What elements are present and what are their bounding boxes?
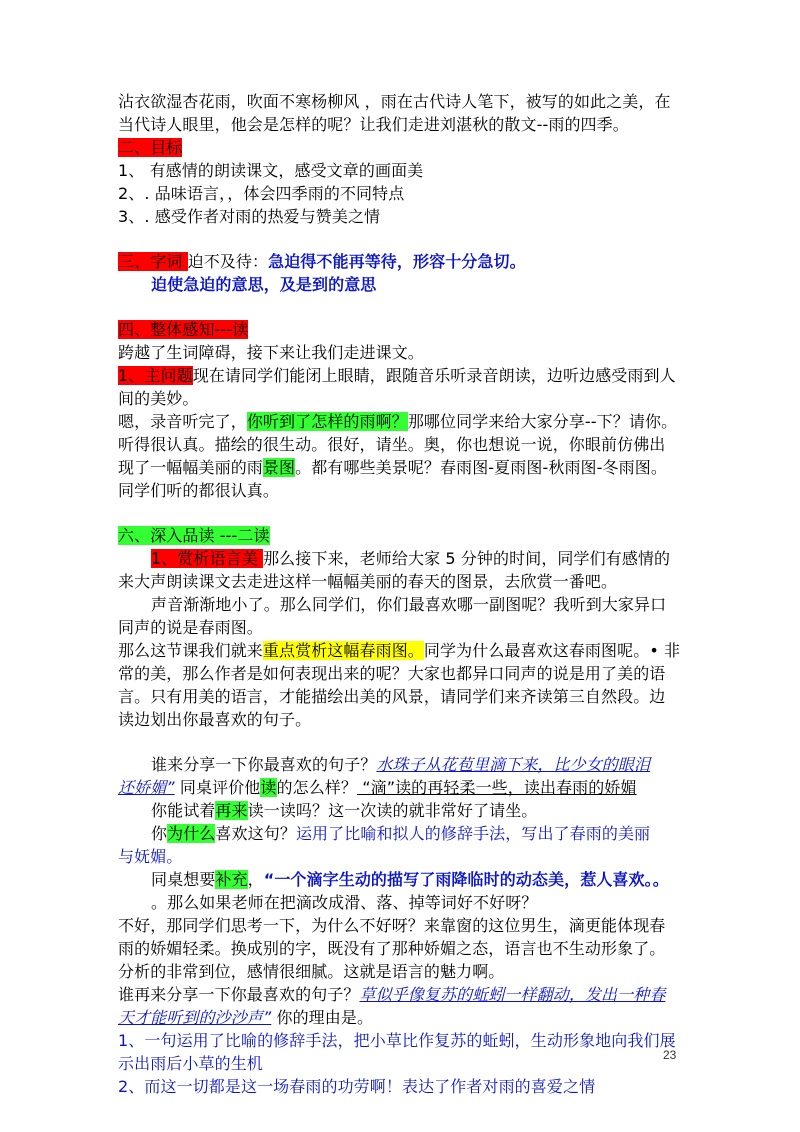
heading-text: 四、整体感知---读 bbox=[118, 320, 249, 339]
highlight: 再来 bbox=[215, 801, 248, 820]
heading-text: 三、字词 bbox=[118, 252, 188, 271]
paragraph-line: 同学们听的都很认真。 bbox=[118, 481, 280, 500]
paragraph-line: 那么这节课我们就来重点赏析这幅春雨图。同学为什么最喜欢这春雨图呢。• 非 bbox=[118, 641, 681, 660]
goal-item: 3、. 感受作者对雨的热爱与赞美之情 bbox=[118, 207, 381, 226]
answer-text: 运用了比喻和拟人的修辞手法，写出了春雨的美丽 bbox=[295, 824, 651, 843]
paragraph-line: 听得很认真。描绘的很生动。很好，请坐。奥，你也想说一说，你眼前仿佛出 bbox=[118, 435, 666, 454]
paragraph-line: 你能试着再来读一读吗？这一次读的就非常好了请坐。 bbox=[151, 801, 538, 820]
highlight: 你听到了怎样的雨啊？ bbox=[246, 412, 408, 431]
paragraph-line: 1、赏析语言美 那么接下来，老师给大家 5 分钟的时间，同学们有感情的 bbox=[151, 549, 671, 568]
paragraph-line: 间的美妙。 bbox=[118, 389, 199, 408]
paragraph-line: 声音渐渐地小了。那么同学们，你们最喜欢哪一副图呢？我听到大家异口 bbox=[151, 595, 667, 614]
goal-item: 1、 有感情的朗读课文，感受文章的画面美 bbox=[118, 161, 424, 180]
paragraph-line: 来大声朗读课文去走进这样一幅幅美丽的春天的图景，去欣赏一番吧。 bbox=[118, 572, 618, 591]
paragraph-line: 读边划出你最喜欢的句子。 bbox=[118, 710, 312, 729]
underlined-text: “滴”读的再轻柔一些，读出春雨的娇媚 bbox=[357, 778, 637, 797]
highlight: 景图 bbox=[262, 458, 296, 477]
paragraph-line: 谁来分享一下你最喜欢的句子？水珠子从花苞里滴下来，比少女的眼泪 bbox=[151, 755, 651, 774]
document-body bbox=[118, 90, 688, 1098]
section-heading-words bbox=[118, 250, 688, 273]
paragraph-line: 还娇媚” 同桌评价他读的怎么样？ “滴”读的再轻柔一些，读出春雨的娇媚 bbox=[118, 778, 637, 797]
highlight: 补充 bbox=[215, 870, 248, 889]
term: 迫不及待： bbox=[187, 252, 269, 271]
paragraph-line: 同桌想要补充，“一个滴字生动的描写了雨降临时的动态美，惹人喜欢。。 bbox=[151, 870, 669, 889]
heading-text: 二、目标 bbox=[118, 138, 183, 157]
section-heading-deep bbox=[118, 524, 688, 547]
paragraph-line: 同声的说是春雨图。 bbox=[118, 618, 263, 637]
page-number: 23 bbox=[663, 1048, 677, 1062]
reason-line: 2、而这一切都是这一场春雨的功劳啊！表达了作者对雨的喜爱之情 bbox=[118, 1077, 596, 1096]
paragraph-line: 跨越了生词障碍，接下来让我们走进课文。 bbox=[118, 343, 424, 362]
highlight: 读 bbox=[260, 778, 277, 797]
answer-text: 与妩媚。 bbox=[118, 847, 183, 866]
intro-line: 沾衣欲湿杏花雨，吹面不寒杨柳风 ，雨在古代诗人笔下，被写的如此之美，在 bbox=[118, 92, 671, 111]
quoted-sentence: 天才能听到的沙沙声” bbox=[118, 1008, 272, 1027]
main-question-label: 1、主问题 bbox=[118, 366, 193, 385]
reason-line: 1、一句运用了比喻的修辞手法，把小草比作复苏的蚯蚓，生动形象地向我们展 bbox=[118, 1031, 676, 1050]
paragraph-line: 雨的娇媚轻柔。换成别的字，既没有了那种娇媚之态，语言也不生动形象了。 bbox=[118, 939, 666, 958]
section-heading-overall bbox=[118, 318, 688, 341]
quoted-sentence: 还娇媚” bbox=[118, 778, 175, 797]
paragraph-line: 。那么如果老师在把滴改成滑、落、掉等词好不好呀？ bbox=[151, 893, 538, 912]
paragraph-line: 现了一幅幅美丽的雨景图。都有哪些美景呢？春雨图-夏雨图-秋雨图-冬雨图。 bbox=[118, 458, 667, 477]
term-definition-2: 迫使急迫的意思，及是到的意思 bbox=[151, 275, 377, 294]
intro-line: 当代诗人眼里，他会是怎样的呢？让我们走进刘湛秋的散文--雨的四季。 bbox=[118, 115, 629, 134]
paragraph-line: 谁再来分享一下你最喜欢的句子？草似乎像复苏的蚯蚓一样翻动，发出一种春 bbox=[118, 985, 666, 1004]
highlight: 重点赏析这幅春雨图。 bbox=[262, 641, 424, 660]
paragraph-line: 分析的非常到位，感情很细腻。这就是语言的魅力啊。 bbox=[118, 962, 505, 981]
spacer bbox=[118, 296, 688, 318]
answer-text: “一个滴字生动的描写了雨降临时的动态美，惹人喜欢。。 bbox=[263, 870, 669, 889]
highlight: 为什么 bbox=[167, 824, 216, 843]
paragraph-line: 天才能听到的沙沙声” 你的理由是。 bbox=[118, 1008, 374, 1027]
goal-item: 2、. 品味语言，，体会四季雨的不同特点 bbox=[118, 184, 405, 203]
sub-heading: 1、赏析语言美 bbox=[151, 549, 264, 568]
quoted-sentence: 草似乎像复苏的蚯蚓一样翻动，发出一种春 bbox=[359, 985, 666, 1004]
heading-text: 六、深入品读 ---二读 bbox=[118, 526, 270, 545]
paragraph-line: 你为什么喜欢这句？运用了比喻和拟人的修辞手法，写出了春雨的美丽 bbox=[151, 824, 651, 843]
term-definition: 急迫得不能再等待，形容十分急切。 bbox=[268, 252, 526, 271]
spacer bbox=[118, 731, 688, 753]
paragraph-line: 1、主问题现在请同学们能闭上眼睛，跟随音乐听录音朗读，边听边感受雨到人 bbox=[118, 366, 676, 385]
paragraph-line: 言。只有用美的语言，才能描绘出美的风景，请同学们来齐读第三自然段。边 bbox=[118, 687, 666, 706]
paragraph-line: 不好，那同学们思考一下，为什么不好呀？来靠窗的这位男生，滴更能体现春 bbox=[118, 916, 666, 935]
reason-line: 示出雨后小草的生机 bbox=[118, 1054, 263, 1073]
quoted-sentence: 水珠子从花苞里滴下来，比少女的眼泪 bbox=[376, 755, 651, 774]
spacer bbox=[118, 228, 688, 250]
spacer bbox=[118, 502, 688, 524]
paragraph-line: 嗯，录音听完了，你听到了怎样的雨啊？那哪位同学来给大家分享--下？请你。 bbox=[118, 412, 678, 431]
paragraph-line: 常的美，那么作者是如何表现出来的呢？大家也都异口同声的说是用了美的语 bbox=[118, 664, 666, 683]
section-heading-goals bbox=[118, 136, 688, 159]
